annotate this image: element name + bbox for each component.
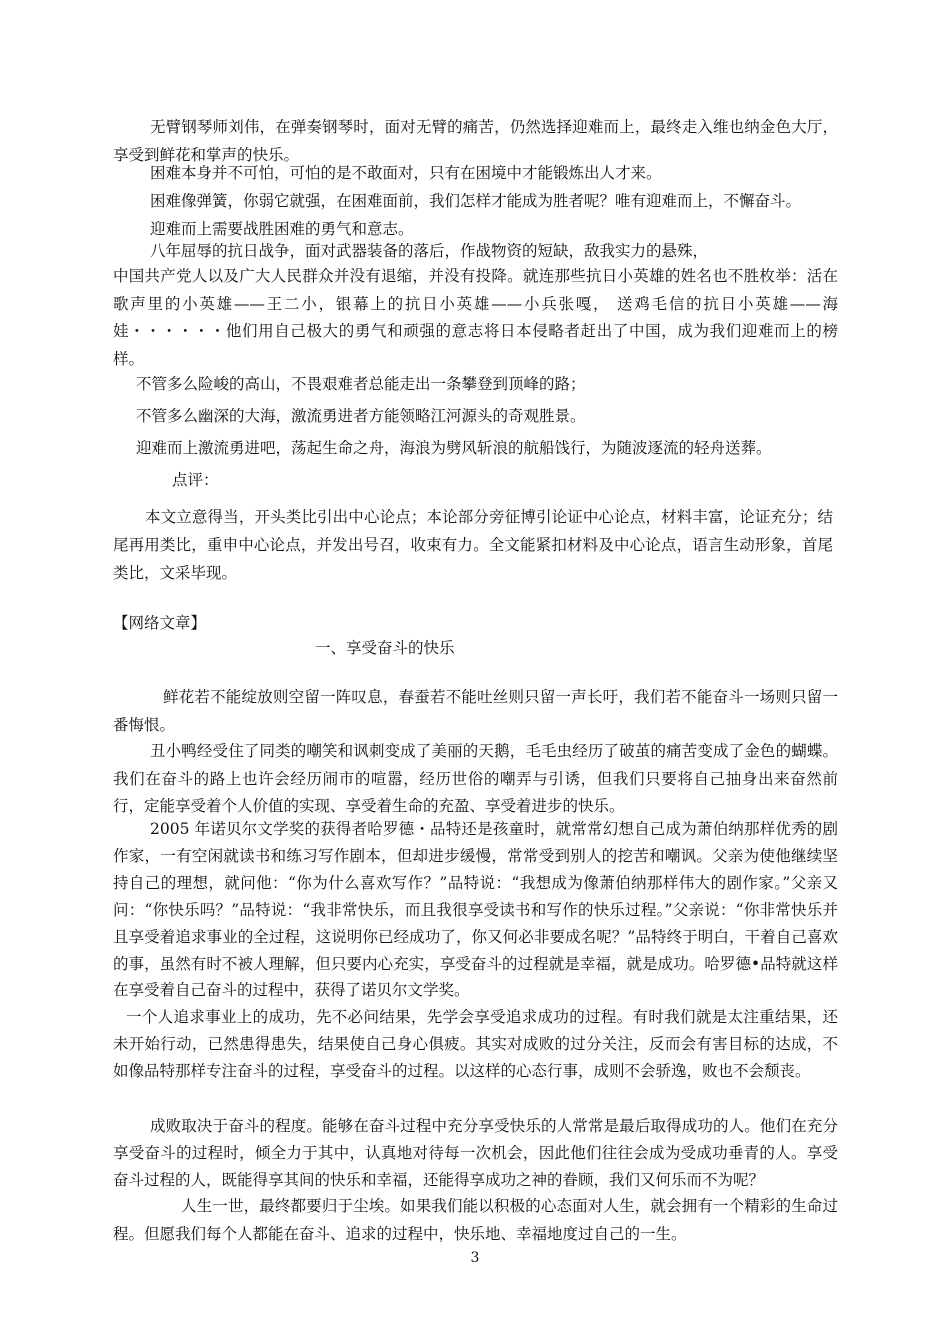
paragraph-boat: 迎难而上激流勇进吧，荡起生命之舟，海浪为劈风斩浪的航船饯行，为随波逐流的轻舟送葬。	[136, 439, 772, 457]
paragraph-war: 八年屈辱的抗日战争，面对武器装备的落后，作战物资的短缺，敌我实力的悬殊，	[150, 242, 709, 260]
paragraph-spring: 困难像弹簧，你弱它就强，在困难面前，我们怎样才能成为胜者呢？唯有迎难而上，不懈奋斗。	[150, 192, 802, 210]
paragraph-courage: 迎难而上需要战胜困难的勇气和意志。	[150, 220, 414, 238]
article-paragraph-3: 2005 年诺贝尔文学奖的获得者哈罗德・品特还是孩童时，就常常幻想自己成为萧伯纳那样优秀的剧作家，一有空闲就读书和练习写作剧本，但却进步缓慢，常常受到别人的挖苦和嘲讽。父亲为使他继续坚持自己的理想，就问他：“你为什么喜欢写作？”品特说：“我想成为像萧伯纳那样伟大的剧作家。”父亲又问：“你快乐吗？”品特说：“我非常快乐，而且我很享受读书和写作的快乐过程。”父亲说：“你非常快乐并且享受着追求事业的全过程，这说明你已经成功了，你又何必非要成名呢？”品特终于明白，干着自己喜欢的事，虽然有时不被人理解，但只要内心充实，享受奋斗的过程就是幸福，就是成功。哈罗德•品特就这样在享受着自己奋斗的过程中，获得了诺贝尔文学奖。	[113, 820, 838, 1000]
paragraph-heroes: 中国共产党人以及广大人民群众并没有退缩，并没有投降。就连那些抗日小英雄的姓名也不胜枚举：活在歌声里的小英雄——王二小，银幕上的抗日小英雄——小兵张嘎， 送鸡毛信的抗日小英雄——海娃・・・・・・他们用自己极大的勇气和顽强的意志将日本侵略者赶出了中国，成为我们迎难而上的榜样。	[113, 267, 838, 368]
page-number: 3	[470, 1250, 480, 1266]
article-paragraph-1: 鲜花若不能绽放则空留一阵叹息，春蚕若不能吐丝则只留一声长吁，我们若不能奋斗一场则只留一番悔恨。	[113, 688, 838, 734]
article-paragraph-6: 人生一世，最终都要归于尘埃。如果我们能以积极的心态面对人生，就会拥有一个精彩的生命过程。但愿我们每个人都能在奋斗、追求的过程中，快乐地、幸福地度过自己的一生。	[113, 1197, 838, 1243]
article-title: 一、享受奋斗的快乐	[315, 639, 455, 657]
article-paragraph-2: 丑小鸭经受住了同类的嘲笑和讽刺变成了美丽的天鹅，毛毛虫经历了破茧的痛苦变成了金色的蝴蝶。我们在奋斗的路上也许会经历闹市的喧嚣，经历世俗的嘲弄与引诱，但我们只要将自己抽身出来奋然前行，定能享受着个人价值的实现、享受着生命的充盈、享受着进步的快乐。	[113, 742, 838, 815]
article-paragraph-5: 成败取决于奋斗的程度。能够在奋斗过程中充分享受快乐的人常常是最后取得成功的人。他们在充分享受奋斗的过程时，倾全力于其中，认真地对待每一次机会，因此他们往往会成为受成功垂青的人。享受奋斗过程的人，既能得享其间的快乐和幸福，还能得享成功之神的眷顾，我们又何乐而不为呢？	[113, 1117, 838, 1190]
comment-label: 点评：	[172, 471, 219, 489]
section-label: 【网络文章】	[113, 614, 207, 632]
article-paragraph-4: 一个人追求事业上的成功，先不必问结果，先学会享受追求成功的过程。有时我们就是太注重结果，还未开始行动，已然患得患失，结果使自己身心俱疲。其实对成败的过分关注，反而会有害目标的达成，不如像品特那样专注奋斗的过程，享受奋斗的过程。以这样的心态行事，成则不会骄逸，败也不会颓丧。	[113, 1008, 838, 1081]
comment-body: 本文立意得当，开头类比引出中心论点；本论部分旁征博引论证中心论点，材料丰富，论证充分；结尾再用类比，重申中心论点，并发出号召，收束有力。全文能紧扣材料及中心论点，语言生动形象，首尾类比，文采毕现。	[113, 508, 833, 582]
paragraph-sea: 不管多么幽深的大海，激流勇进者方能领略江河源头的奇观胜景。	[136, 407, 586, 425]
paragraph-difficulty: 困难本身并不可怕，可怕的是不敢面对，只有在困境中才能锻炼出人才来。	[150, 164, 662, 182]
paragraph-liu-wei: 无臂钢琴师刘伟，在弹奏钢琴时，面对无臂的痛苦，仍然选择迎难而上，最终走入维也纳金色大厅，享受到鲜花和掌声的快乐。	[113, 118, 838, 164]
paragraph-mountain: 不管多么险峻的高山，不畏艰难者总能走出一条攀登到顶峰的路；	[136, 375, 586, 393]
